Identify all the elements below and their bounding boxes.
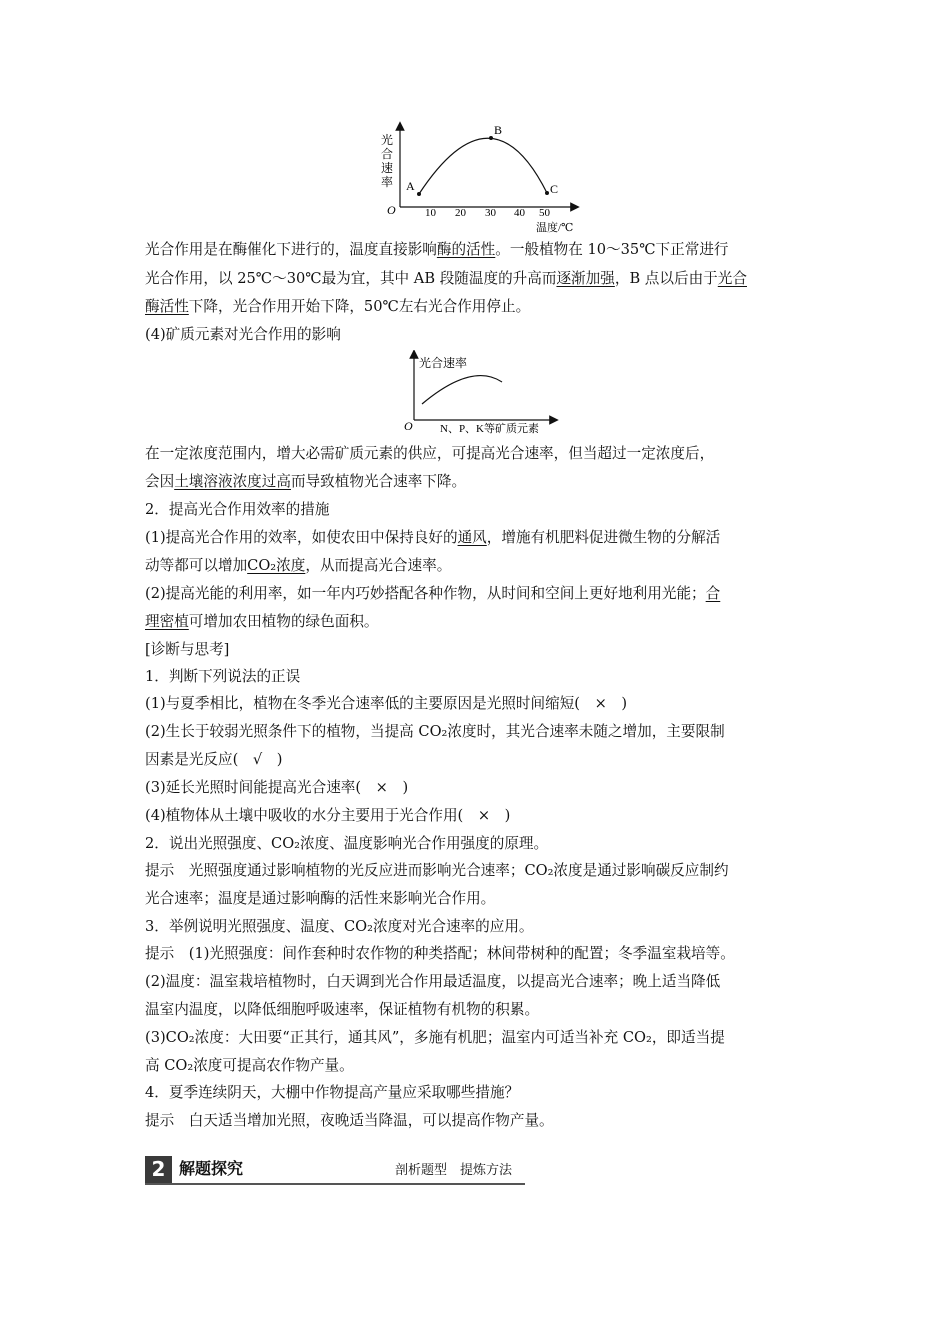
underlined-term: 光合 — [717, 270, 747, 287]
x-axis-label: N、P、K等矿质元素 — [440, 423, 540, 435]
x-tick-10: 10 — [425, 207, 436, 219]
question-4: 4．夏季连续阴天，大棚中作物提高产量应采取哪些措施？ — [145, 1084, 520, 1101]
x-tick-30: 30 — [485, 207, 496, 219]
heading-efficiency-measures: 2．提高光合作用效率的措施 — [145, 501, 330, 518]
point-a-label: A — [406, 179, 415, 193]
paragraph-light-use-line-2 — [145, 612, 815, 632]
question-3: 3．举例说明光照强度、温度、CO₂浓度对光合速率的应用。 — [145, 918, 534, 935]
section-banner — [145, 1156, 525, 1184]
underlined-term: 酶的活性 — [436, 241, 496, 258]
y-axis-label-3: 速 — [381, 161, 394, 175]
x-tick-40: 40 — [514, 207, 525, 219]
underlined-term: CO₂浓度 — [247, 557, 306, 574]
paragraph-temperature-line-2 — [145, 269, 815, 289]
text: ，增施有机肥料促进微生物的分解活 — [486, 529, 721, 546]
text: 会因 — [145, 473, 175, 490]
answer-2-line-1: 提示 光照强度通过影响植物的光反应进而影响光合速率；CO₂浓度是通过影响碳反应制约 — [145, 862, 729, 879]
text: 可增加农田植物的绿色面积。 — [188, 613, 379, 630]
diagnosis-heading: [诊断与思考] — [145, 641, 230, 658]
text: 动等都可以增加 — [145, 557, 248, 574]
mineral-photosynthesis-figure — [400, 350, 560, 435]
underlined-term: 理密植 — [145, 613, 189, 630]
text: 。一般植物在 10～35℃下正常进行 — [495, 241, 729, 258]
x-axis-label: 温度/℃ — [536, 222, 574, 234]
question-1-item-2-line-1: (2)生长于较弱光照条件下的植物，当提高 CO₂浓度时，其光合速率未随之增加，主要限制 — [145, 723, 725, 740]
y-axis-label-1: 光 — [381, 133, 394, 147]
answer-3-line-3: 温室内温度，以降低细胞呼吸速率，保证植物有机物的积累。 — [145, 1001, 540, 1018]
text: ，从而提高光合速率。 — [305, 557, 452, 574]
answer-4: 提示 白天适当增加光照，夜晚适当降温，可以提高作物产量。 — [145, 1112, 554, 1129]
section-number: 2 — [145, 1156, 172, 1183]
origin-label: O — [404, 419, 413, 433]
text: ，B 点以后由于 — [614, 270, 718, 287]
answer-3-line-4: (3)CO₂浓度：大田要“正其行，通其风”，多施有机肥；温室内可适当补充 CO₂，即适当提 — [145, 1029, 725, 1046]
underlined-term: 酶活性 — [145, 298, 189, 315]
x-tick-50: 50 — [539, 207, 550, 219]
point-c — [545, 191, 549, 195]
point-b-label: B — [494, 123, 503, 137]
heading-mineral: (4)矿质元素对光合作用的影响 — [145, 326, 341, 343]
underlined-term: 通风 — [457, 529, 487, 546]
underlined-term: 土壤溶液浓度过高 — [174, 473, 291, 490]
question-1: 1．判断下列说法的正误 — [145, 668, 301, 685]
question-1-item-3: (3)延长光照时间能提高光合速率( × ) — [145, 779, 409, 796]
paragraph-temperature-line-1 — [145, 240, 815, 260]
mineral-curve — [422, 376, 502, 404]
paragraph-light-use-line-1 — [145, 584, 815, 604]
section-divider — [145, 1183, 525, 1185]
text: (2)提高光能的利用率，如一年内巧妙搭配各种作物，从时间和空间上更好地利用光能； — [145, 585, 706, 602]
paragraph-temperature-line-3 — [145, 297, 815, 317]
point-b — [489, 136, 493, 140]
y-axis-label-4: 率 — [381, 175, 394, 189]
question-2: 2．说出光照强度、CO₂浓度、温度影响光合作用强度的原理。 — [145, 835, 549, 852]
underlined-term: 合 — [705, 585, 721, 602]
y-axis-label: 光合速率 — [419, 356, 468, 370]
text: (1)提高光合作用的效率，如使农田中保持良好的 — [145, 529, 458, 546]
question-1-item-2-line-2: 因素是光反应( √ ) — [145, 751, 283, 768]
point-a — [417, 192, 421, 196]
question-1-item-4: (4)植物体从土壤中吸收的水分主要用于光合作用( × ) — [145, 807, 511, 824]
question-1-item-1: (1)与夏季相比，植物在冬季光合速率低的主要原因是光照时间缩短( × ) — [145, 695, 628, 712]
section-subtitle: 剖析题型 提炼方法 — [395, 1163, 513, 1178]
section-title: 解题探究 — [179, 1159, 244, 1178]
temperature-photosynthesis-figure — [375, 120, 585, 240]
answer-3-line-5: 高 CO₂浓度可提高农作物产量。 — [145, 1057, 354, 1074]
paragraph-efficiency-line-2 — [145, 556, 815, 576]
point-c-label: C — [550, 182, 559, 196]
answer-2-line-2: 光合速率；温度是通过影响酶的活性来影响光合作用。 — [145, 890, 496, 907]
answer-3-line-2: (2)温度：温室栽培植物时，白天调到光合作用最适温度，以提高光合速率；晚上适当降低 — [145, 973, 721, 990]
paragraph-mineral-line-2 — [145, 472, 815, 492]
paragraph-efficiency-line-1 — [145, 528, 815, 548]
text: 光合作用是在酶催化下进行的，温度直接影响 — [145, 241, 437, 258]
paragraph-mineral-line-1: 在一定浓度范围内，增大必需矿质元素的供应，可提高光合速率，但当超过一定浓度后， — [145, 445, 715, 462]
text: 而导致植物光合速率下降。 — [290, 473, 467, 490]
answer-3-line-1: 提示 (1)光照强度：间作套种时农作物的种类搭配；林间带树种的配置；冬季温室栽培等。 — [145, 945, 735, 962]
x-tick-20: 20 — [455, 207, 466, 219]
temperature-curve — [419, 138, 547, 194]
origin-label: O — [387, 203, 396, 217]
underlined-term: 逐渐加强 — [556, 270, 615, 287]
text: 光合作用，以 25℃～30℃最为宜，其中 AB 段随温度的升高而 — [145, 270, 557, 287]
y-axis-label-2: 合 — [381, 147, 394, 161]
text: 下降，光合作用开始下降，50℃左右光合作用停止。 — [188, 298, 531, 315]
